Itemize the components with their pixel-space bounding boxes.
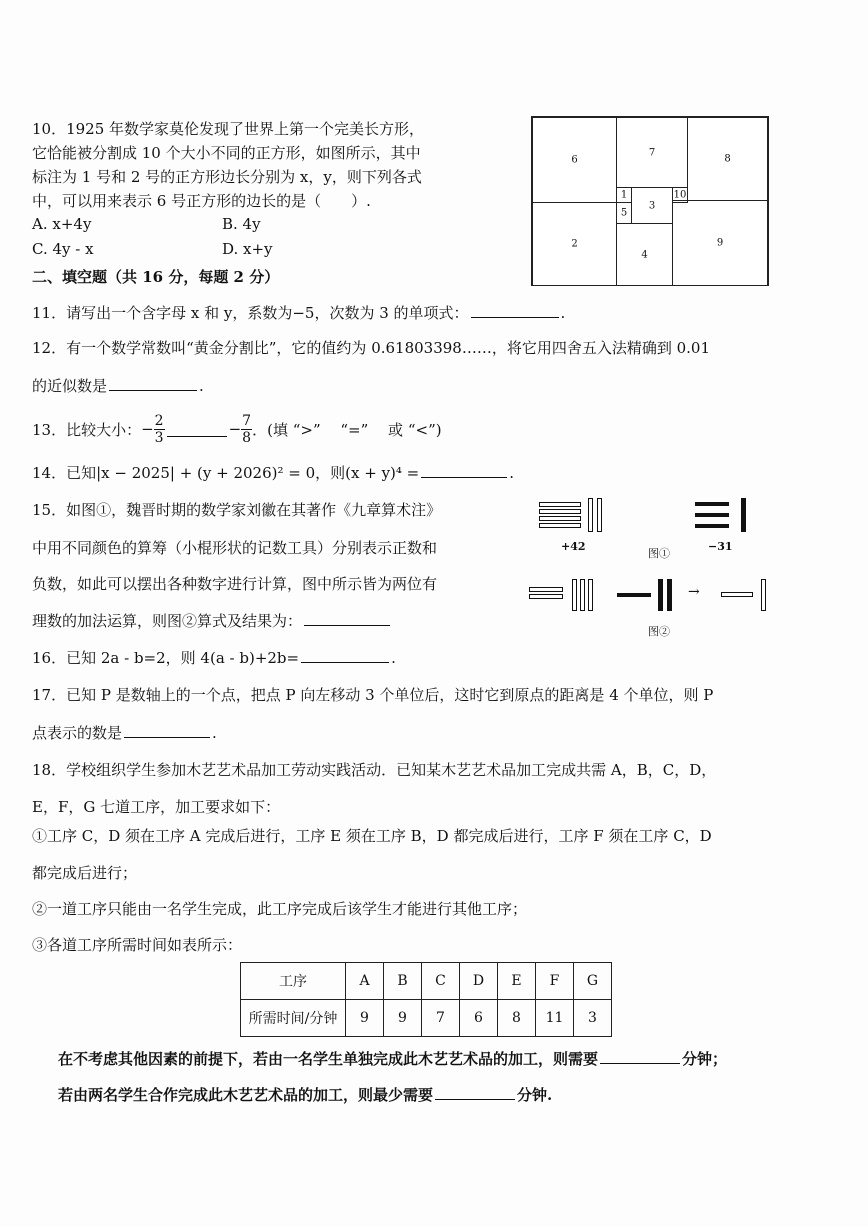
rod-white: [539, 502, 581, 507]
rod-black: [695, 524, 729, 528]
q13: [32, 406, 442, 452]
q16-end: .: [391, 649, 396, 667]
q14-answer-blank[interactable]: [421, 463, 507, 478]
square-6: 6: [532, 117, 617, 203]
rod-white: [761, 579, 766, 611]
q14-text: 14．已知|x − 2025| + (y + 2026)² = 0，则(x + y)⁴ =: [32, 464, 420, 482]
table-cell: 9: [384, 1000, 422, 1037]
rod-black: [741, 498, 746, 532]
perfect-rectangle-figure: [531, 116, 769, 286]
table-cell: 11: [536, 1000, 574, 1037]
section-title: 二、填空题（共 16 分，每题 2 分）: [32, 268, 280, 286]
q16: [32, 647, 396, 668]
q17-end: .: [212, 724, 217, 742]
q10-option-b: B. 4y: [222, 215, 261, 233]
q13-fraction-1: $\frac{2}{3}$: [154, 412, 164, 446]
q18-line7-end: 分钟；: [682, 1050, 728, 1068]
label-negative: −31: [708, 540, 733, 553]
q18-answer-blank-1[interactable]: [600, 1049, 680, 1064]
q11-text: 11．请写出一个含字母 x 和 y，系数为−5，次数为 3 的单项式：: [32, 304, 469, 322]
q18-line8: [58, 1084, 552, 1105]
rod-white: [529, 587, 563, 592]
q18-line1: 18．学校组织学生参加木艺艺术品加工劳动实践活动．已知某木艺艺术品加工完成共需 A，B，C，D，: [32, 761, 717, 779]
square-5: 2: [532, 202, 617, 286]
q18-line5: ②一道工序只能由一名学生完成，此工序完成后该学生才能进行其他工序；: [32, 900, 528, 918]
table-cell: B: [384, 963, 422, 1000]
q15-line2: 中用不同颜色的算筹（小棍形状的记数工具）分别表示正数和: [32, 539, 438, 557]
square-2: 5: [616, 202, 632, 224]
q12-answer-blank[interactable]: [109, 376, 197, 391]
rod-white: [580, 579, 585, 611]
rod-white: [539, 523, 581, 528]
square-3: 3: [631, 187, 673, 224]
square-7: 7: [616, 117, 688, 188]
table-cell: C: [422, 963, 460, 1000]
rod-black: [695, 502, 729, 506]
fig2-caption: 图②: [648, 625, 670, 638]
rod-black: [695, 513, 729, 517]
q18-line4: 都完成后进行；: [32, 864, 138, 882]
q12-line2-text: 的近似数是: [32, 377, 108, 395]
q18-line2: E，F，G 七道工序，加工要求如下：: [32, 798, 281, 816]
q18-line3: ①工序 C，D 须在工序 A 完成后进行，工序 E 须在工序 B，D 都完成后进行，工序 F 须在工序 C，D: [32, 827, 712, 845]
table-cell: E: [498, 963, 536, 1000]
q15-line1: 15．如图①，魏晋时期的数学家刘徽在其著作《九章算术注》: [32, 501, 442, 519]
q12-line2: [32, 375, 204, 396]
table-cell: 工序: [241, 963, 346, 1000]
q18-line7-text: 在不考虑其他因素的前提下，若由一名学生单独完成此木艺艺术品的加工，则需要: [58, 1050, 599, 1068]
q14: [32, 462, 514, 483]
table-cell: D: [460, 963, 498, 1000]
table-cell: F: [536, 963, 574, 1000]
rod-white: [721, 592, 753, 597]
q15-line4: [32, 610, 392, 631]
rod-black: [658, 579, 663, 611]
square-9: 9: [672, 200, 768, 286]
q15-answer-blank[interactable]: [304, 611, 390, 626]
q18-answer-blank-2[interactable]: [435, 1085, 515, 1100]
process-time-table: [240, 962, 612, 1037]
rod-white: [588, 498, 593, 532]
label-positive: +42: [561, 540, 586, 553]
q13-fraction-2: $\frac{7}{8}$: [242, 412, 252, 446]
table-cell: A: [346, 963, 384, 1000]
square-4: 4: [616, 223, 673, 286]
q11-answer-blank[interactable]: [471, 303, 559, 318]
q13-suffix: ．(填 “>” “=” 或 “<”): [252, 420, 442, 439]
q17-line1: 17．已知 P 是数轴上的一个点，把点 P 向左移动 3 个单位后，这时它到原点的距离是 4 个单位，则 P: [32, 686, 714, 704]
table-cell: G: [574, 963, 612, 1000]
q13-answer-blank[interactable]: [167, 422, 227, 437]
q10-line3: 标注为 1 号和 2 号的正方形边长分别为 x，y，则下列各式: [32, 168, 422, 186]
q17-line2: [32, 722, 217, 743]
rod-white: [529, 594, 563, 599]
q18-line6: ③各道工序所需时间如表所示：: [32, 936, 243, 954]
rod-white: [539, 509, 581, 514]
q15-line3: 负数，如此可以摆出各种数字进行计算，图中所示皆为两位有: [32, 575, 438, 593]
q11: [32, 302, 565, 323]
table-cell: 所需时间/分钟: [241, 1000, 346, 1037]
fig1-caption: 图①: [648, 547, 670, 560]
table-cell: 6: [460, 1000, 498, 1037]
q12-line1: 12．有一个数学常数叫“黄金分割比”，它的值约为 0.61803398……，将它用四舍五入法精确到 0.01: [32, 339, 711, 357]
rod-black: [617, 593, 651, 597]
q17-answer-blank[interactable]: [124, 723, 210, 738]
q10-option-d: D. x+y: [222, 240, 273, 258]
q18-line7: [58, 1048, 727, 1069]
q17-line2-text: 点表示的数是: [32, 724, 123, 742]
q13-f1-sign: −: [141, 420, 154, 438]
q11-end: .: [560, 304, 566, 322]
arrow-icon: →: [688, 584, 700, 600]
table-row: [241, 963, 612, 1000]
square-8: 8: [687, 117, 768, 201]
table-cell: 7: [422, 1000, 460, 1037]
square-1: 1: [616, 187, 632, 203]
q13-f2-sign: −: [228, 420, 242, 438]
q14-end: .: [509, 464, 515, 482]
rod-white: [597, 498, 602, 532]
q10-line4: 中，可以用来表示 6 号正方形的边长的是（ ）.: [32, 192, 371, 210]
q10-line2: 它恰能被分割成 10 个大小不同的正方形，如图所示，其中: [32, 144, 421, 162]
q18-line8-end: 分钟.: [517, 1086, 553, 1104]
q12-end: .: [199, 377, 204, 395]
q16-text: 16．已知 2a - b=2，则 4(a - b)+2b=: [32, 649, 300, 667]
table-cell: 9: [346, 1000, 384, 1037]
q10-option-a: A. x+4y: [32, 215, 92, 233]
rod-white: [539, 516, 581, 521]
q10-option-c: C. 4y - x: [32, 240, 94, 258]
rod-white: [572, 579, 577, 611]
table-cell: 3: [574, 1000, 612, 1037]
q18-line8-text: 若由两名学生合作完成此木艺艺术品的加工，则最少需要: [58, 1086, 434, 1104]
rod-black: [667, 579, 672, 611]
table-row: [241, 1000, 612, 1037]
q13-prefix: 13．比较大小：: [32, 420, 142, 439]
rod-white: [588, 579, 593, 611]
q15-line4-text: 理数的加法运算，则图②算式及结果为：: [32, 612, 303, 630]
table-cell: 8: [498, 1000, 536, 1037]
square-10: 10: [672, 187, 688, 203]
q10-line1: 10．1925 年数学家莫伦发现了世界上第一个完美长方形，: [32, 120, 425, 138]
q16-answer-blank[interactable]: [301, 648, 389, 663]
counting-rods-figure: [525, 495, 795, 640]
